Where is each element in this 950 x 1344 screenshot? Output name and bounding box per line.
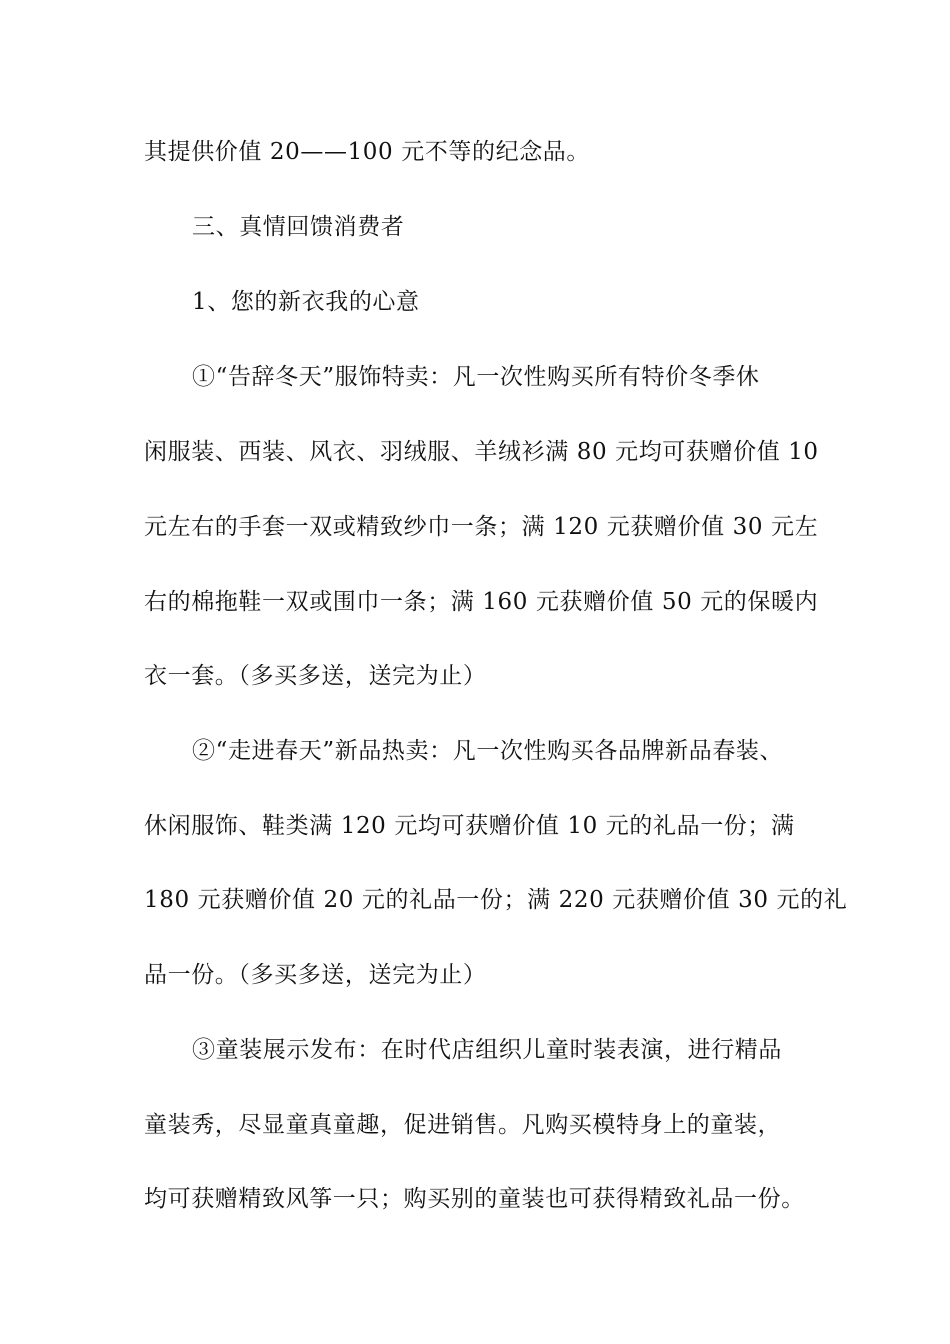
paragraph-1-line-1: ①“告辞冬天”服饰特卖：凡一次性购买所有特价冬季休 (192, 364, 760, 390)
paragraph-3-line-1: ③童装展示发布：在时代店组织儿童时装表演，进行精品 (192, 1037, 782, 1063)
section-heading: 三、真情回馈消费者 (192, 214, 405, 240)
paragraph-1-line-2: 闲服装、西装、风衣、羽绒服、羊绒衫满 80 元均可获赠价值 10 (144, 439, 819, 465)
paragraph-1-line-5: 衣一套。（多买多送，送完为止） (144, 663, 487, 689)
paragraph-3-line-2: 童装秀，尽显童真童趣，促进销售。凡购买模特身上的童装， (144, 1112, 782, 1138)
paragraph-2-line-2: 休闲服饰、鞋类满 120 元均可获赠价值 10 元的礼品一份；满 (144, 813, 795, 839)
paragraph-3-line-3: 均可获赠精致风筝一只；购买别的童装也可获得精致礼品一份。 (144, 1186, 805, 1212)
paragraph-1-line-3: 元左右的手套一双或精致纱巾一条；满 120 元获赠价值 30 元左 (144, 514, 819, 540)
paragraph-2-line-4: 品一份。（多买多送，送完为止） (144, 962, 487, 988)
paragraph-2-line-1: ②“走进春天”新品热卖：凡一次性购买各品牌新品春装、 (192, 738, 784, 764)
paragraph-2-line-3: 180 元获赠价值 20 元的礼品一份；满 220 元获赠价值 30 元的礼 (144, 887, 848, 913)
paragraph-1-line-4: 右的棉拖鞋一双或围巾一条；满 160 元获赠价值 50 元的保暖内 (144, 589, 819, 615)
subsection-heading: 1、您的新衣我的心意 (192, 289, 420, 315)
text-line-continuation: 其提供价值 20——100 元不等的纪念品。 (144, 139, 590, 165)
